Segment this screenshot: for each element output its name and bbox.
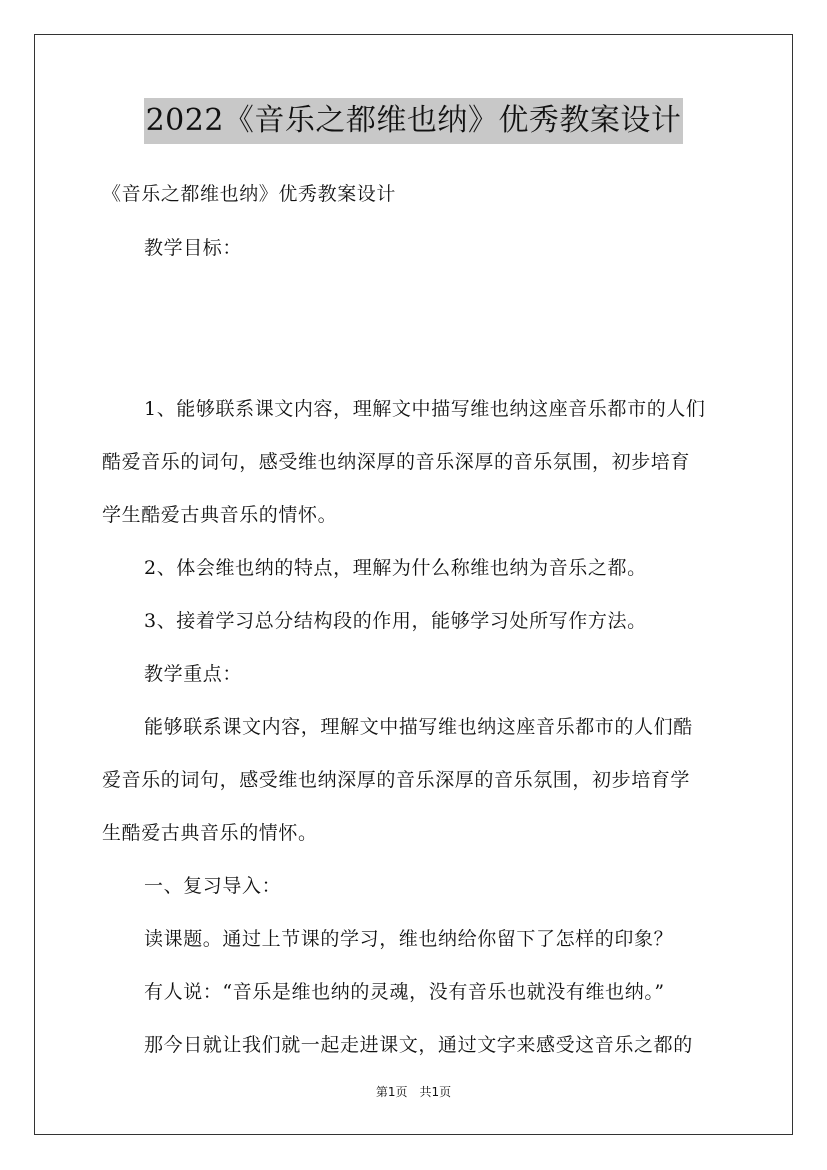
page-number-current: 第1页 bbox=[375, 1085, 408, 1099]
body-line: 读课题。通过上节课的学习，维也纳给你留下了怎样的印象？ bbox=[144, 928, 674, 950]
subtitle-line: 《音乐之都维也纳》优秀教案设计 bbox=[102, 183, 397, 205]
body-line: 爱音乐的词句，感受维也纳深厚的音乐深厚的音乐氛围，初步培育学 bbox=[102, 769, 691, 791]
body-line: 有人说：“音乐是维也纳的灵魂，没有音乐也就没有维也纳。” bbox=[144, 981, 665, 1003]
section-heading-key-points: 教学重点： bbox=[144, 663, 243, 685]
body-line: 3、接着学习总分结构段的作用，能够学习处所写作方法。 bbox=[144, 610, 647, 632]
title-container bbox=[0, 98, 827, 144]
body-line: 学生酷爱古典音乐的情怀。 bbox=[102, 504, 338, 526]
body-line: 那今日就让我们就一起走进课文，通过文字来感受这音乐之都的 bbox=[144, 1034, 693, 1056]
body-line: 1、能够联系课文内容，理解文中描写维也纳这座音乐都市的人们 bbox=[144, 398, 706, 420]
section-heading-review: 一、复习导入： bbox=[144, 875, 282, 897]
section-heading-objectives: 教学目标： bbox=[144, 237, 243, 259]
body-line: 生酷爱古典音乐的情怀。 bbox=[102, 822, 318, 844]
page-footer bbox=[0, 1084, 827, 1100]
body-line: 酷爱音乐的词句，感受维也纳深厚的音乐深厚的音乐氛围，初步培育 bbox=[102, 451, 691, 473]
document-title: 2022《音乐之都维也纳》优秀教案设计 bbox=[144, 98, 684, 144]
page-number-total: 共1页 bbox=[419, 1085, 452, 1099]
document-body bbox=[102, 172, 724, 1076]
blank-space bbox=[102, 279, 724, 387]
body-line: 2、体会维也纳的特点，理解为什么称维也纳为音乐之都。 bbox=[144, 557, 647, 579]
body-line: 能够联系课文内容，理解文中描写维也纳这座音乐都市的人们酷 bbox=[144, 716, 693, 738]
